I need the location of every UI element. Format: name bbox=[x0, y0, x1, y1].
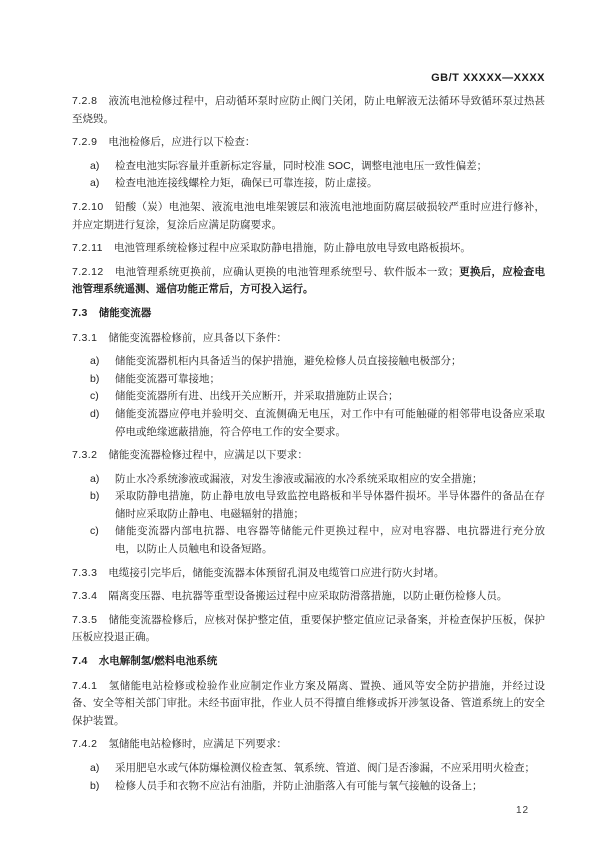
clause-number: 7.3.2 bbox=[72, 449, 98, 462]
clause-text: 电池管理系统更换前，应确认更换的电池管理系统型号、软件版本一致； bbox=[114, 265, 459, 278]
list-item bbox=[72, 388, 545, 406]
clause-number: 7.4.2 bbox=[72, 738, 98, 751]
clause-text: 氢储能电站检修时，应满足下列要求： bbox=[108, 738, 287, 751]
list-item-label: b) bbox=[90, 779, 100, 792]
clause-number: 7.4.1 bbox=[72, 679, 98, 692]
list-item-label: a) bbox=[90, 472, 100, 485]
clause-number: 7.2.10 bbox=[72, 200, 104, 213]
list-item-text: 检查电池连接线螺栓力矩，确保已可靠连接，防止虚接。 bbox=[115, 177, 378, 190]
clause-paragraph bbox=[72, 134, 545, 152]
clause-paragraph bbox=[72, 240, 545, 258]
standard-code-header: GB/T XXXXX—XXXX bbox=[431, 72, 545, 84]
list-item-text: 储能变流器机柜内具备适当的保护措施，避免检修人员直接接触电极部分； bbox=[115, 355, 462, 368]
clause-number: 7.2.8 bbox=[72, 95, 98, 107]
list-item-label: a) bbox=[90, 355, 100, 368]
clause-number: 7.2.12 bbox=[72, 265, 104, 278]
clause-number: 7.4 bbox=[72, 655, 88, 668]
list-item-text: 储能变流器所有进、出线开关应断开，并采取措施防止误合； bbox=[115, 390, 399, 403]
clause-text: 液流电池检修过程中，启动循环泵时应防止阀门关闭，防止电解液无法循环导致循环泵过热甚至烧毁。 bbox=[72, 95, 545, 125]
list-item bbox=[72, 175, 545, 193]
clause-text: 铅酸（炭）电池架、液流电池电堆架镀层和液流电池地面防腐层破损较严重时应进行修补，并应定期进行复涂，复涂后应满足防腐要求。 bbox=[72, 200, 545, 231]
clause-text: 储能变流器检修后，应核对保护整定值，重要保护整定值应记录备案，并检查保护压板，保护压板应投退正确。 bbox=[72, 613, 545, 644]
list-item-text: 采取防静电措施，防止静电放电导致监控电路板和半导体器件损坏。半导体器件的备品在存储时应采取防止静电、电磁辐射的措施； bbox=[115, 490, 545, 520]
list-item bbox=[72, 760, 545, 778]
clause-text: 电池检修后，应进行以下检查： bbox=[108, 136, 256, 149]
list-item-label: b) bbox=[90, 372, 100, 385]
list-item bbox=[72, 471, 545, 489]
clause-paragraph bbox=[72, 264, 545, 299]
list-item-label: a) bbox=[90, 177, 100, 190]
clause-text: 氢储能电站检修或检验作业应制定作业方案及隔离、置换、通风等安全防护措施，并经过设备、安全等相关部门审批。未经书面审批，作业人员不得擅自维修或拆开涉氢设备、管道系统上的安全保护装置。 bbox=[72, 679, 545, 727]
list-item bbox=[72, 406, 545, 441]
clause-number: 7.3 bbox=[72, 306, 88, 319]
list-item-label: b) bbox=[90, 490, 100, 503]
clause-number: 7.3.5 bbox=[72, 613, 98, 626]
list-item-label: d) bbox=[90, 407, 100, 420]
list-item bbox=[72, 488, 545, 523]
list-item-text: 储能变流器可靠接地； bbox=[115, 372, 220, 385]
list-item bbox=[72, 778, 545, 796]
clause-text: 隔离变压器、电抗器等重型设备搬运过程中应采取防滑落措施，以防止砸伤检修人员。 bbox=[108, 590, 508, 603]
clause-number: 7.2.11 bbox=[72, 242, 103, 255]
list-item-label: a) bbox=[90, 159, 100, 172]
list-item-label: a) bbox=[90, 762, 100, 774]
clause-paragraph bbox=[72, 330, 545, 348]
clause-text: 储能变流器 bbox=[98, 306, 152, 319]
list-item bbox=[72, 523, 545, 558]
clause-number: 7.3.3 bbox=[72, 566, 98, 579]
clause-text-bold: 更换后，应检查电池管理系统遥测、遥信功能正常后，方可投入运行。 bbox=[72, 265, 546, 296]
section-heading bbox=[72, 305, 545, 323]
clause-text: 储能变流器检修前，应具备以下条件： bbox=[108, 331, 287, 344]
list-item-text: 采用肥皂水或气体防爆检测仪检查氢、氧系统、管道、阀门是否渗漏，不应采用明火检查； bbox=[115, 762, 535, 774]
list-item-text: 储能变流器内部电抗器、电容器等储能元件更换过程中，应对电容器、电抗器进行充分放电，以防止人员触电和设备短路。 bbox=[115, 525, 545, 556]
clause-text: 电池管理系统检修过程中应采取防静电措施，防止静电放电导致电路板损坏。 bbox=[113, 242, 471, 255]
clause-paragraph bbox=[72, 447, 545, 465]
list-item-text: 检修人员手和衣物不应沾有油脂，并防止油脂落入有可能与氧气接触的设备上； bbox=[115, 779, 483, 792]
clause-paragraph bbox=[72, 199, 545, 234]
clause-paragraph bbox=[72, 588, 545, 606]
clause-paragraph bbox=[72, 612, 545, 647]
list-item-text: 储能变流器应停电并验明交、直流侧确无电压，对工作中有可能触碰的相邻带电设备应采取停电或绝缘遮蔽措施，符合停电工作的安全要求。 bbox=[115, 407, 545, 438]
list-item bbox=[72, 371, 545, 389]
list-item bbox=[72, 353, 545, 371]
clause-number: 7.2.9 bbox=[72, 136, 98, 149]
clause-number: 7.3.4 bbox=[72, 590, 98, 603]
clause-number: 7.3.1 bbox=[72, 331, 98, 344]
clause-paragraph bbox=[72, 678, 545, 731]
clause-text: 电缆接引完毕后，储能变流器本体预留孔洞及电缆管口应进行防火封堵。 bbox=[108, 566, 445, 579]
list-item-text: 防止水冷系统渗液或漏液，对发生渗液或漏液的水冷系统采取相应的安全措施； bbox=[115, 472, 483, 485]
clause-text: 储能变流器检修过程中，应满足以下要求： bbox=[108, 449, 308, 462]
clause-paragraph bbox=[72, 736, 545, 754]
list-item-label: c) bbox=[90, 525, 99, 538]
clause-text: 水电解制氢/燃料电池系统 bbox=[98, 655, 218, 668]
list-item-label: c) bbox=[90, 390, 99, 403]
clause-paragraph bbox=[72, 93, 545, 128]
section-heading bbox=[72, 653, 545, 671]
list-item-text: 检查电池实际容量并重新标定容量，同时校准 SOC，调整电池电压一致性偏差； bbox=[115, 159, 488, 172]
document-body bbox=[72, 93, 545, 801]
page-number: 12 bbox=[516, 805, 530, 816]
list-item bbox=[72, 158, 545, 176]
clause-paragraph bbox=[72, 565, 545, 583]
